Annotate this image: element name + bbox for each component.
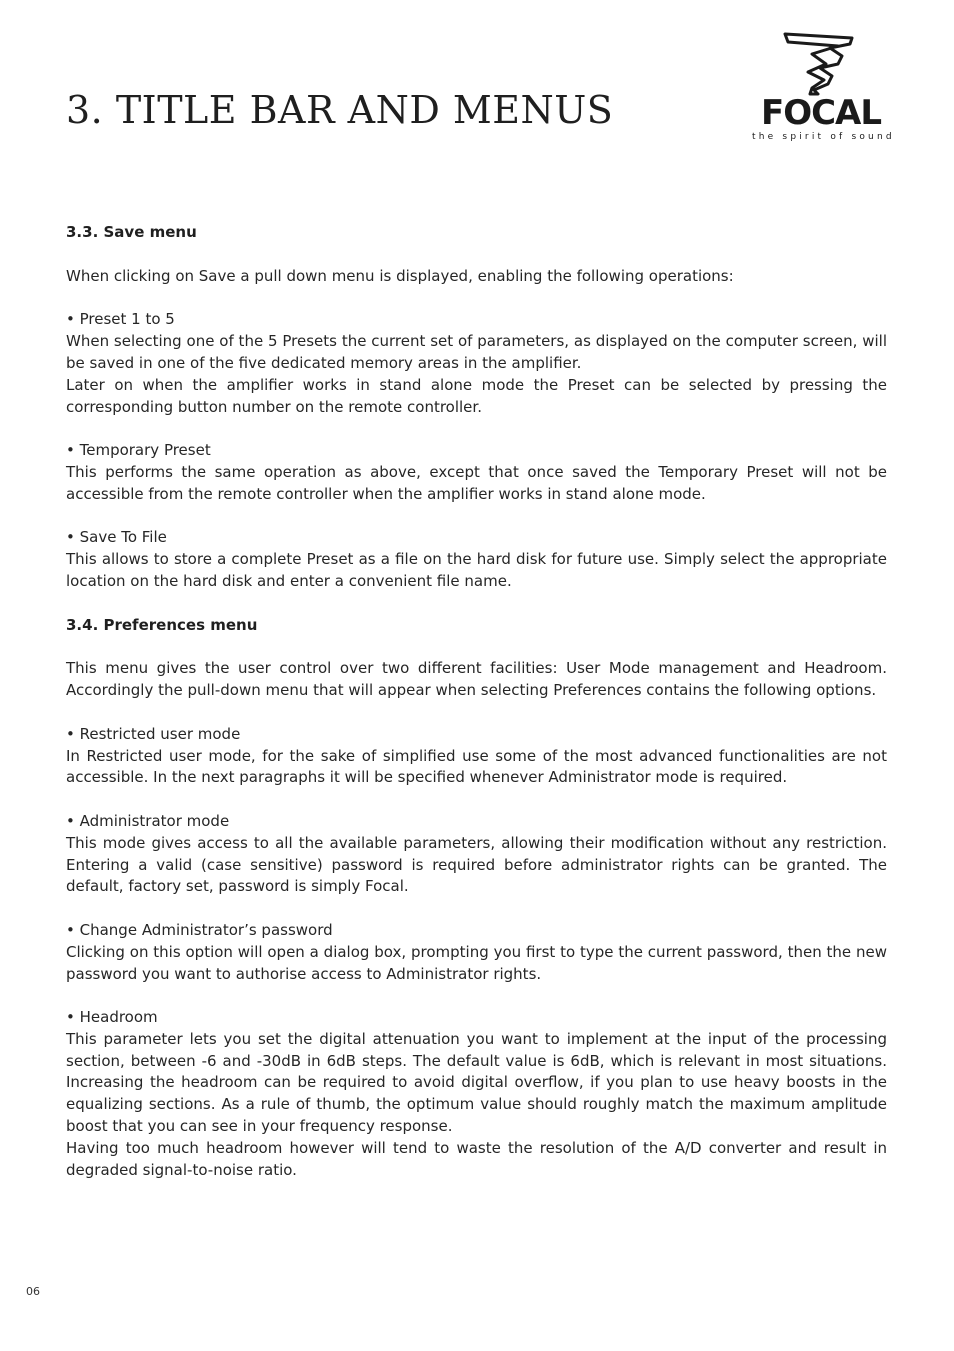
item-body: In Restricted user mode, for the sake of simplified use some of the most advanced functionalities are not accessible. In the next paragraphs it will be specified whenever Administrator mode is required. bbox=[66, 746, 887, 787]
focal-logo bbox=[750, 30, 895, 145]
list-item-change-password bbox=[66, 920, 887, 985]
item-title: • Administrator mode bbox=[66, 811, 230, 830]
item-body: Clicking on this option will open a dialog box, prompting you first to type the current password, then the new password you want to authorise access to Administrator rights. bbox=[66, 942, 887, 983]
item-title: • Restricted user mode bbox=[66, 724, 241, 743]
logo-tagline: the spirit of sound bbox=[752, 132, 895, 142]
item-title: • Headroom bbox=[66, 1008, 158, 1027]
list-item-temporary-preset bbox=[66, 440, 887, 505]
section-intro: This menu gives the user control over two different facilities: User Mode management and Headroom. Accordingly the pull-down menu that will appear when selecting Preferences contains the following options. bbox=[66, 659, 887, 700]
item-title: • Preset 1 to 5 bbox=[66, 310, 175, 329]
page-title: 3. TITLE BAR AND MENUS bbox=[66, 88, 614, 132]
list-item-preset bbox=[66, 309, 887, 418]
item-title: • Save To File bbox=[66, 528, 167, 547]
item-body: When selecting one of the 5 Presets the current set of parameters, as displayed on the computer screen, will be saved in one of the five dedicated memory areas in the amplifier. bbox=[66, 332, 887, 372]
section-intro: When clicking on Save a pull down menu is displayed, enabling the following operations: bbox=[66, 266, 734, 285]
logo-wordmark: FOCAL bbox=[760, 93, 882, 133]
section-heading-preferences-menu: 3.4. Preferences menu bbox=[66, 615, 258, 634]
focal-swirl-icon bbox=[780, 30, 860, 96]
list-item-administrator-mode bbox=[66, 811, 887, 898]
list-item-headroom bbox=[66, 1007, 887, 1181]
page-number: 06 bbox=[26, 1285, 40, 1298]
list-item-save-to-file bbox=[66, 527, 887, 592]
item-body: This parameter lets you set the digital attenuation you want to implement at the input of the processing section, between -6 and -30dB in 6dB steps. The default value is 6dB, which is relevant in most situations. Increasing the headroom can be required to avoid digital overflow, if you plan to use heavy boosts in the equalizing sections. As a rule of thumb, the optimum value should roughly match the maximum amplitude boost that you can see in your frequency response. bbox=[66, 1029, 887, 1136]
item-body: Later on when the amplifier works in stand alone mode the Preset can be selected by pressing the corresponding button number on the remote controller. bbox=[66, 375, 887, 416]
item-title: • Temporary Preset bbox=[66, 441, 211, 460]
item-title: • Change Administrator’s password bbox=[66, 920, 333, 939]
item-body: This allows to store a complete Preset as a file on the hard disk for future use. Simply select the appropriate location on the hard disk and enter a convenient file name. bbox=[66, 550, 887, 590]
list-item-restricted-user-mode bbox=[66, 724, 887, 789]
section-heading-save-menu: 3.3. Save menu bbox=[66, 223, 197, 241]
item-body: This mode gives access to all the available parameters, allowing their modification without any restriction. Entering a valid (case sensitive) password is required before administrator rights can be granted. The default, factory set, password is simply Focal. bbox=[66, 833, 887, 896]
item-body: This performs the same operation as above, except that once saved the Temporary Preset will not be accessible from the remote controller when the amplifier works in stand alone mode. bbox=[66, 462, 887, 503]
item-body: Having too much headroom however will tend to waste the resolution of the A/D converter and result in degraded signal-to-noise ratio. bbox=[66, 1138, 887, 1179]
document-body bbox=[66, 222, 887, 1203]
